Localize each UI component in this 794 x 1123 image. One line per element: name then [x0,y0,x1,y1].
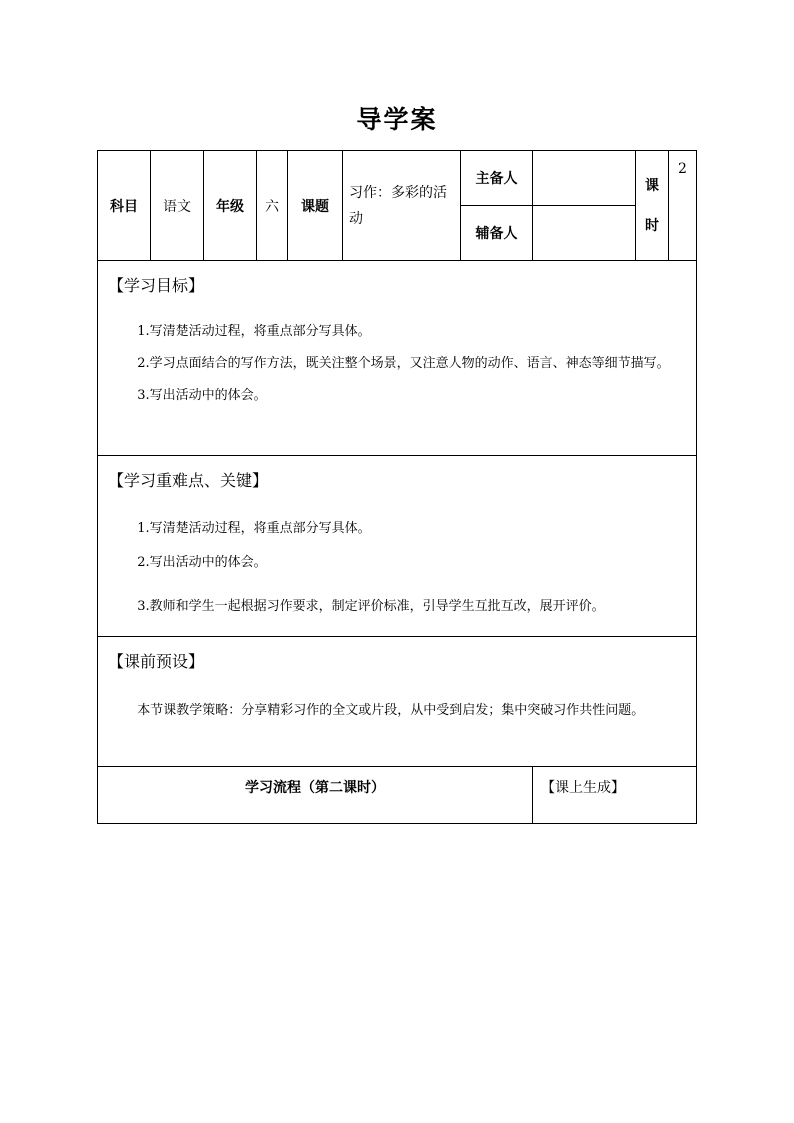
grade-value: 六 [257,151,288,261]
page-title: 导学案 [356,105,438,134]
assistant-preparer-value [533,206,636,261]
topic-label: 课题 [288,151,343,261]
hours-label-bottom: 时 [645,217,659,234]
pre-class-preset-section [98,637,697,767]
learning-goals-section [98,261,697,456]
key-points-section [98,456,697,637]
grade-label: 年级 [204,151,257,261]
learning-goals-heading: 【学习目标】 [108,276,205,295]
goal-item: 2.学习点面结合的写作方法，既关注整个场景，又注意人物的动作、语言、神态等细节描写。 [137,356,670,371]
subject-label: 科目 [98,151,151,261]
pre-class-preset-heading: 【课前预设】 [108,652,205,671]
key-points-heading: 【学习重难点、关键】 [108,471,269,490]
lead-preparer-value [533,151,636,206]
hours-label-top: 课 [645,177,659,194]
key-point-item: 1.写清楚活动过程，将重点部分写具体。 [137,521,371,536]
lesson-plan-table [97,150,697,824]
hours-value: 2 [669,151,697,261]
key-point-item: 2.写出活动中的体会。 [137,555,267,570]
subject-value: 语文 [151,151,204,261]
lead-preparer-label: 主备人 [461,151,533,206]
hours-label [636,151,669,261]
learning-flow-heading: 学习流程（第二课时） [98,767,533,824]
key-point-item: 3.教师和学生一起根据习作要求，制定评价标准，引导学生互批互改，展开评价。 [137,599,605,614]
assistant-preparer-label: 辅备人 [461,206,533,261]
in-class-generation-heading: 【课上生成】 [533,767,697,824]
goal-item: 3.写出活动中的体会。 [137,388,267,403]
topic-value: 习作：多彩的活动 [343,151,461,261]
pre-class-preset-text: 本节课教学策略：分享精彩习作的全文或片段，从中受到启发；集中突破习作共性问题。 [137,703,645,718]
goal-item: 1.写清楚活动过程，将重点部分写具体。 [137,324,371,339]
